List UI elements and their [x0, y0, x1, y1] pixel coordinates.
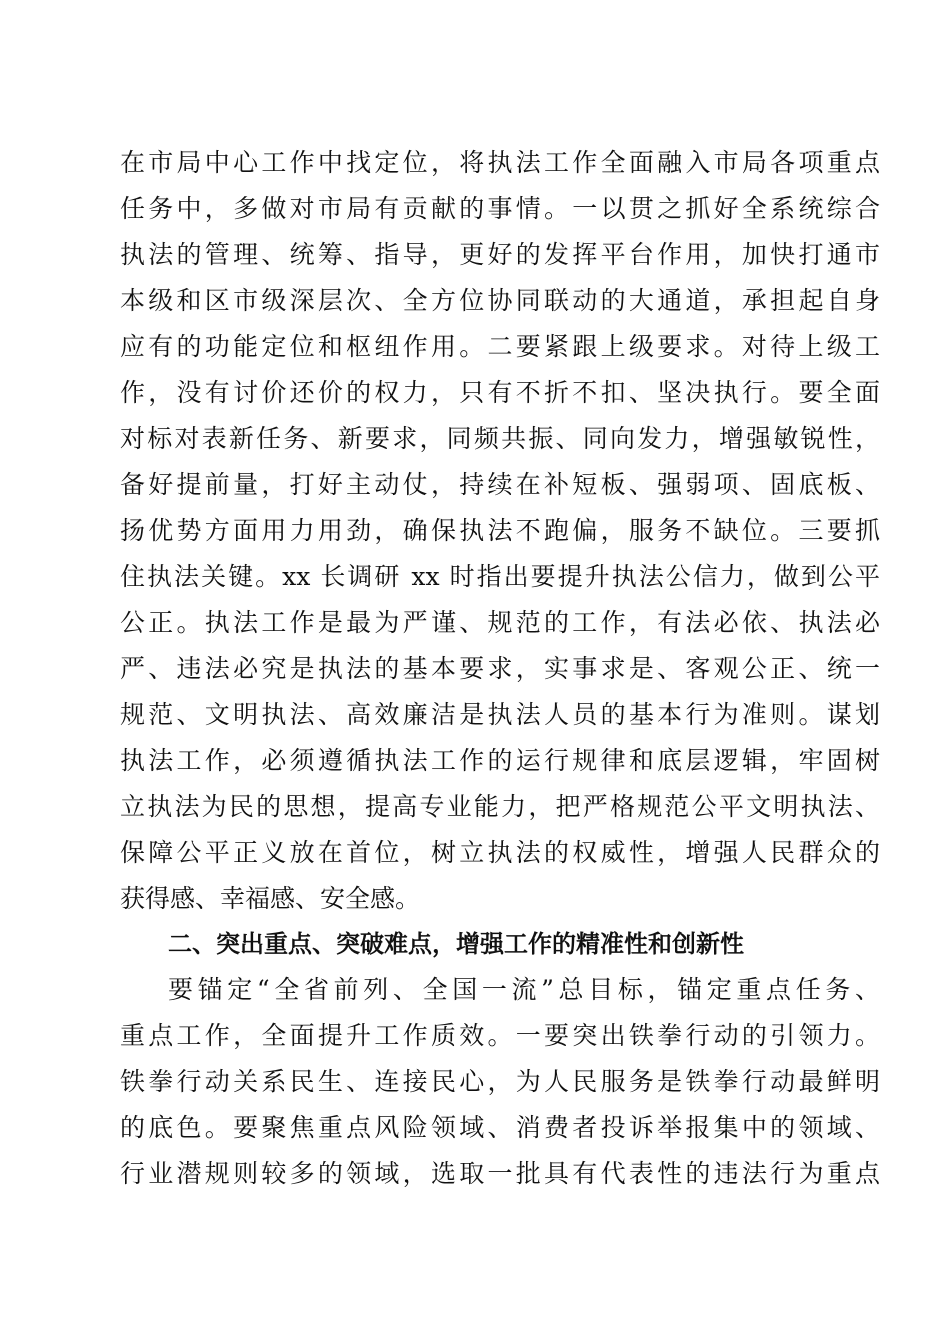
text-line: 获得感、幸福感、安全感。	[120, 884, 421, 913]
text-line: 规范、文明执法、高效廉洁是执法人员的基本行为准则。谋划	[120, 700, 880, 729]
text-line: 行业潜规则较多的领域，选取一批具有代表性的违法行为重点	[120, 1159, 880, 1188]
text-line: 保障公平正义放在首位，树立执法的权威性，增强人民群众的	[120, 838, 880, 867]
text-line: 应有的功能定位和枢纽作用。二要紧跟上级要求。对待上级工	[120, 332, 880, 361]
text-line: 任务中，多做对市局有贡献的事情。一以贯之抓好全系统综合	[120, 194, 880, 223]
text-line: 住执法关键。xx 长调研 xx 时指出要提升执法公信力，做到公平	[120, 562, 880, 591]
text-line: 对标对表新任务、新要求，同频共振、同向发力，增强敏锐性，	[120, 424, 880, 453]
text-line: 执法的管理、统筹、指导，更好的发挥平台作用，加快打通市	[120, 240, 880, 269]
text-line: 立执法为民的思想，提高专业能力，把严格规范公平文明执法、	[120, 792, 880, 821]
text-line: 公正。执法工作是最为严谨、规范的工作，有法必依、执法必	[120, 608, 880, 637]
text-line: 在市局中心工作中找定位，将执法工作全面融入市局各项重点	[120, 148, 880, 177]
text-line: 扬优势方面用力用劲，确保执法不跑偏，服务不缺位。三要抓	[120, 516, 880, 545]
text-line: 本级和区市级深层次、全方位协同联动的大通道，承担起自身	[120, 286, 880, 315]
text-line: 备好提前量，打好主动仗，持续在补短板、强弱项、固底板、	[120, 470, 880, 499]
text-line: 作，没有讨价还价的权力，只有不折不扣、坚决执行。要全面	[120, 378, 880, 407]
text-line: 的底色。要聚焦重点风险领域、消费者投诉举报集中的领域、	[120, 1113, 880, 1142]
text-line: 执法工作，必须遵循执法工作的运行规律和底层逻辑，牢固树	[120, 746, 880, 775]
text-line: 要锚定“全省前列、全国一流”总目标，锚定重点任务、	[168, 975, 880, 1004]
text-line: 铁拳行动关系民生、连接民心，为人民服务是铁拳行动最鲜明	[120, 1067, 880, 1096]
section-heading: 二、突出重点、突破难点，增强工作的精准性和创新性	[168, 930, 744, 958]
text-line: 重点工作，全面提升工作质效。一要突出铁拳行动的引领力。	[120, 1021, 880, 1050]
text-line: 严、违法必究是执法的基本要求，实事求是、客观公正、统一	[120, 654, 880, 683]
